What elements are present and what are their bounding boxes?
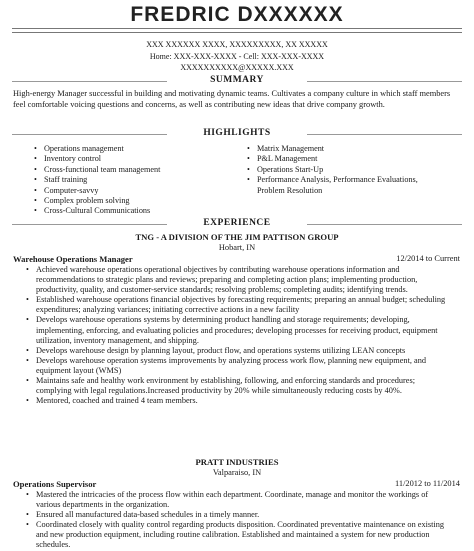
summary-title: SUMMARY <box>210 75 264 85</box>
summary-heading <box>12 75 462 85</box>
job-bullet: • Develops warehouse operations systems by determining product handling and storage requirements; developing, implementing, enforcing, and evaluating policies and procedures; developing processes for receiving product, equipment utilization, inventory management, and shipping. <box>26 315 446 345</box>
highlight-item: • Performance Analysis, Performance Evaluations, Problem Resolution <box>245 175 445 196</box>
job-dates: 12/2014 to Current <box>396 254 460 263</box>
company-name: TNG - A DIVISION OF THE JIM PATTISON GROUP <box>135 232 339 242</box>
company-location: Hobart, IN <box>218 243 256 252</box>
job-bullet: • Achieved warehouse operations operational objectives by contributing warehouse operations information and recommendations to strategic plans and reviews; preparing and completing action plans; implementing production, productivity, quality, and customer-service standards; resolving problems; completing audits; identifying trends. <box>26 265 446 295</box>
highlight-item: • Inventory control <box>32 154 232 164</box>
company-location: Valparaiso, IN <box>212 468 262 477</box>
contact-email: XXXXXXXXXX@XXXXX.XXX <box>180 63 294 72</box>
highlights-left-column <box>32 144 232 217</box>
company-name: PRATT INDUSTRIES <box>195 457 279 467</box>
experience-title: EXPERIENCE <box>203 218 271 228</box>
highlight-item: • Staff training <box>32 175 232 185</box>
summary-text: High-energy Manager successful in building and motivating dynamic teams. Cultivates a company culture in which staff members feel comfortable voicing questions and concerns, as well as contributing new ideas that drive company growth. <box>13 89 451 109</box>
job-bullets <box>26 265 446 406</box>
highlight-item: • Cross-Cultural Communications <box>32 206 232 216</box>
candidate-name: FREDRIC DXXXXXX <box>130 3 344 26</box>
job-bullet: • Develops warehouse design by planning layout, product flow, and operations systems utilizing LEAN concepts <box>26 346 446 356</box>
job-title: Warehouse Operations Manager <box>13 254 133 264</box>
job-bullets <box>26 490 446 551</box>
header-divider <box>12 28 462 33</box>
heading-rule-right <box>307 81 462 82</box>
heading-rule-right <box>307 224 462 225</box>
highlight-item: • Operations management <box>32 144 232 154</box>
highlight-item: • Computer-savvy <box>32 186 232 196</box>
job-bullet: • Develops warehouse operation systems improvements by analyzing process work flow, planning new equipment, and equipment layout (WMS) <box>26 356 446 376</box>
job-bullet: • Established warehouse operations financial objectives by forecasting requirements; preparing an annual budget; scheduling expenditures; analyzing variances; initiating corrective actions in a new facility <box>26 295 446 315</box>
experience-heading <box>12 218 462 228</box>
contact-address: XXX XXXXXX XXXX, XXXXXXXXX, XX XXXXX <box>146 40 328 49</box>
job-bullet: • Coordinated closely with quality control regarding products disposition. Coordinated preventative maintenance on existing and new production equipment, including routine calibration. Established and maintained a system for new production schedules. <box>26 520 446 550</box>
highlight-item: • P&L Management <box>245 154 445 164</box>
contact-phone: Home: XXX-XXX-XXXX - Cell: XXX-XXX-XXXX <box>149 52 325 61</box>
heading-rule-left <box>12 224 167 225</box>
highlights-title: HIGHLIGHTS <box>203 128 271 138</box>
job-bullet: • Ensured all manufactured data-based schedules in a timely manner. <box>26 510 446 520</box>
highlight-item: • Complex problem solving <box>32 196 232 206</box>
job-title: Operations Supervisor <box>13 479 97 489</box>
highlights-right-column <box>245 144 445 196</box>
job-bullet: • Mentored, coached and trained 4 team members. <box>26 396 446 406</box>
highlight-item: • Cross-functional team management <box>32 165 232 175</box>
highlight-item: • Operations Start-Up <box>245 165 445 175</box>
highlight-item: • Matrix Management <box>245 144 445 154</box>
heading-rule-right <box>307 134 462 135</box>
job-bullet: • Maintains safe and healthy work environment by establishing, following, and enforcing standards and procedures; complying with legal regulations.Increased productivity by 20% while simultaneously reducing costs by 40%. <box>26 376 446 396</box>
job-dates: 11/2012 to 11/2014 <box>395 479 460 488</box>
highlights-heading <box>12 128 462 138</box>
heading-rule-left <box>12 81 167 82</box>
heading-rule-left <box>12 134 167 135</box>
job-bullet: • Mastered the intricacies of the process flow within each department. Coordinate, manage and monitor the workings of various departments in the organization. <box>26 490 446 510</box>
